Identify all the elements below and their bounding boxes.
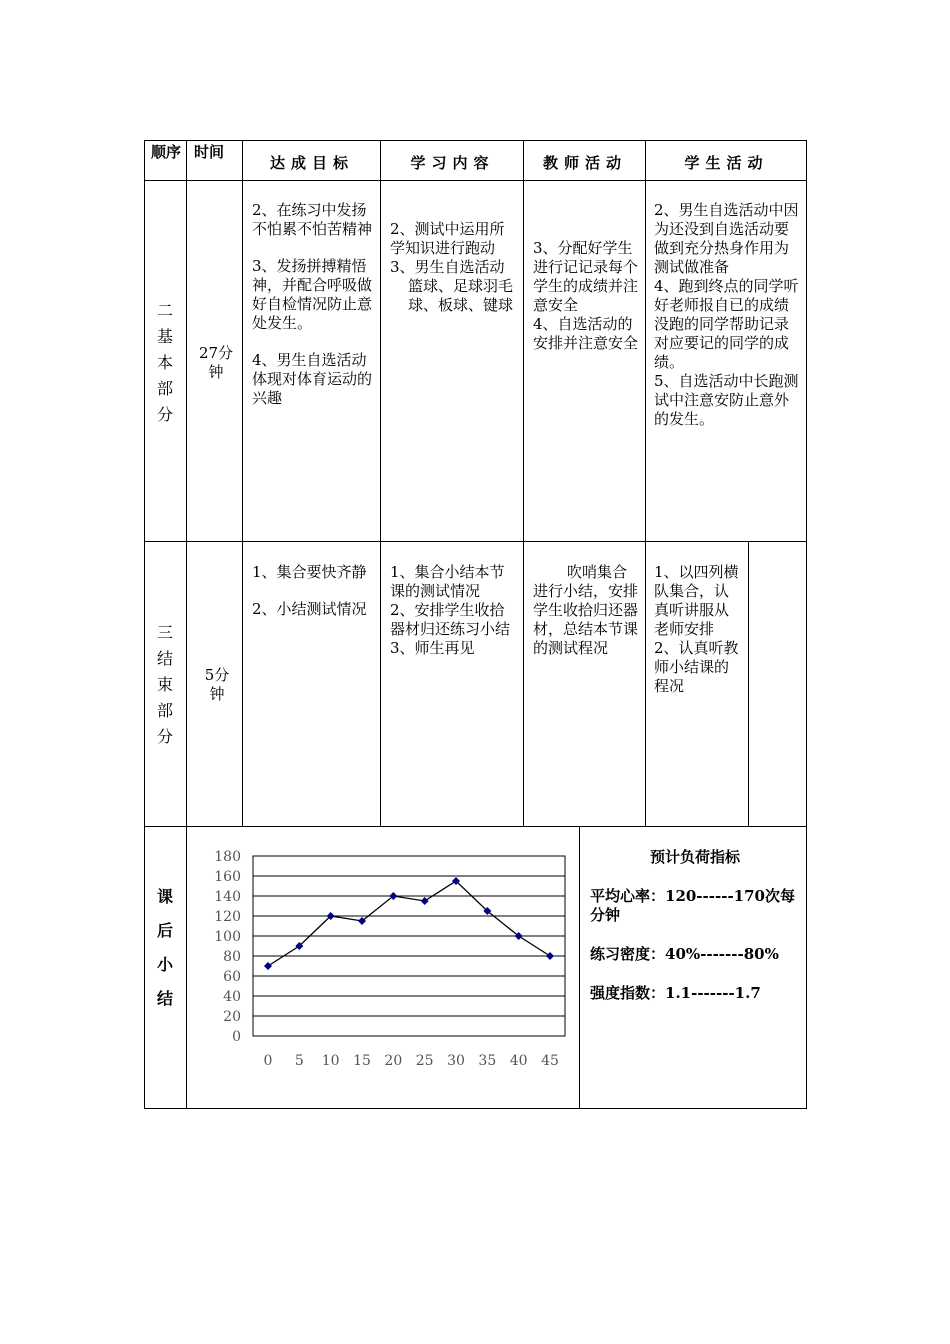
- student-basic: [654, 201, 800, 429]
- table-border-top: [144, 140, 807, 141]
- chart-y-tick-label: 80: [223, 949, 241, 965]
- chart-y-tick-label: 0: [232, 1029, 241, 1045]
- content-item: 3、男生自选活动: [390, 258, 505, 276]
- chart-x-tick-label: 45: [541, 1053, 559, 1069]
- heart-rate-chart: [200, 840, 570, 1080]
- chart-y-tick-label: 20: [223, 1009, 241, 1025]
- chart-x-tick-label: 15: [353, 1053, 371, 1069]
- chart-x-tick-label: 10: [321, 1053, 340, 1069]
- col-line-1: [186, 140, 187, 1109]
- intensity-text: 强度指数：1.1-------1.7: [590, 984, 761, 1002]
- row-basic-bottom-line: [144, 541, 807, 542]
- content-end: [390, 563, 518, 658]
- student-item: 5、自选活动中长跑测试中注意安防止意外的发生。: [654, 372, 799, 428]
- student-item: 4、跑到终点的同学听好老师报自已的成绩没跑的同学帮助记录对应要记的同学的成绩。: [654, 277, 799, 371]
- chart-x-tick-label: 30: [447, 1053, 465, 1069]
- chart-x-tick-label: 25: [415, 1053, 434, 1069]
- section-label-basic: 二 基 本 部 分: [156, 301, 173, 424]
- header-order: 顺序: [151, 143, 182, 161]
- student-item: 2、男生自选活动中因为还没到自选活动要做到充分热身作用为测试做准备: [654, 201, 799, 276]
- chart-x-ticks: [264, 1053, 559, 1069]
- col-line-5: [645, 140, 646, 827]
- chart-y-tick-label: 100: [214, 929, 241, 945]
- goal-item: 3、发扬拼搏精悟神，并配合呼吸做好自检情况防止意处发生。: [252, 257, 373, 332]
- chart-y-tick-label: 140: [214, 889, 241, 905]
- student-end: [654, 563, 742, 696]
- chart-x-tick-label: 20: [384, 1053, 403, 1069]
- header-bottom-line: [144, 180, 807, 181]
- header-time: 时间: [194, 143, 225, 161]
- teacher-item: 3、分配好学生进行记记录每个学生的成绩并注意安全: [533, 239, 639, 314]
- chart-x-tick-label: 5: [294, 1053, 304, 1069]
- chart-y-tick-label: 180: [214, 849, 241, 865]
- goals-end: [252, 563, 376, 637]
- chart-y-tick-label: 40: [223, 989, 241, 1005]
- chart-y-tick-label: 160: [214, 869, 241, 885]
- goals-basic: [252, 201, 376, 426]
- col-line-3: [380, 140, 381, 827]
- content-item: 3、师生再见: [390, 639, 475, 657]
- table-border-left: [144, 140, 145, 1109]
- chart-y-tick-label: 120: [214, 909, 241, 925]
- summary-divider: [579, 826, 580, 1109]
- time-basic: 27分钟: [198, 344, 234, 381]
- section-label-end: 三 结 束 部 分: [156, 623, 173, 746]
- chart-data-point: [421, 897, 429, 905]
- chart-series-line: [268, 881, 550, 966]
- goal-item: 1、集合要快齐静: [252, 563, 367, 581]
- content-item: 篮球、足球羽毛球、板球、键球: [408, 277, 514, 314]
- teacher-item: 4、自选活动的安排并注意安全: [533, 315, 639, 352]
- header-goal: 达成目标: [269, 154, 354, 172]
- table-border-bottom: [144, 1108, 807, 1109]
- section-label-summary: 课 后 小 结: [156, 887, 173, 1008]
- table-border-right: [806, 140, 807, 1109]
- goal-item: 2、小结测试情况: [252, 600, 367, 618]
- goal-item: 4、男生自选活动体现对体育运动的兴趣: [252, 351, 373, 407]
- density-text: 练习密度：40%-------80%: [590, 945, 779, 963]
- heart-rate-text: 平均心率：120------170次每分钟: [590, 887, 795, 924]
- teacher-end: 吹哨集合进行小结，安排学生收拾归还器材，总结本节课的测试程况: [533, 563, 639, 657]
- chart-x-tick-label: 35: [478, 1053, 497, 1069]
- load-title: 预计负荷指标: [649, 848, 740, 866]
- content-basic: [390, 220, 518, 315]
- time-end: 5分钟: [204, 666, 230, 703]
- chart-y-ticks: [214, 849, 241, 1045]
- student-item: 2、认真听教师小结课的程况: [654, 639, 739, 695]
- chart-y-tick-label: 60: [223, 969, 241, 985]
- chart-data-point: [546, 952, 554, 960]
- col-line-2: [242, 140, 243, 827]
- header-teacher: 教师活动: [542, 154, 627, 172]
- header-content: 学习内容: [410, 154, 495, 172]
- content-item: 2、安排学生收拾器材归还练习小结: [390, 601, 511, 638]
- chart-data-point: [264, 962, 272, 970]
- content-item: 2、测试中运用所学知识进行跑动: [390, 220, 505, 257]
- goal-item: 2、在练习中发扬不怕累不怕苦精神: [252, 201, 373, 238]
- content-item: 1、集合小结本节课的测试情况: [390, 563, 505, 600]
- col-line-4: [523, 140, 524, 827]
- teacher-basic: [533, 239, 639, 353]
- load-indicators: [590, 848, 800, 1003]
- chart-x-tick-label: 0: [263, 1053, 273, 1069]
- header-student: 学生活动: [684, 154, 769, 172]
- row-end-bottom-line: [144, 826, 807, 827]
- chart-x-tick-label: 40: [509, 1053, 528, 1069]
- student-item: 1、以四列横队集合，认真听讲服从老师安排: [654, 563, 739, 638]
- col-line-extra: [748, 541, 749, 827]
